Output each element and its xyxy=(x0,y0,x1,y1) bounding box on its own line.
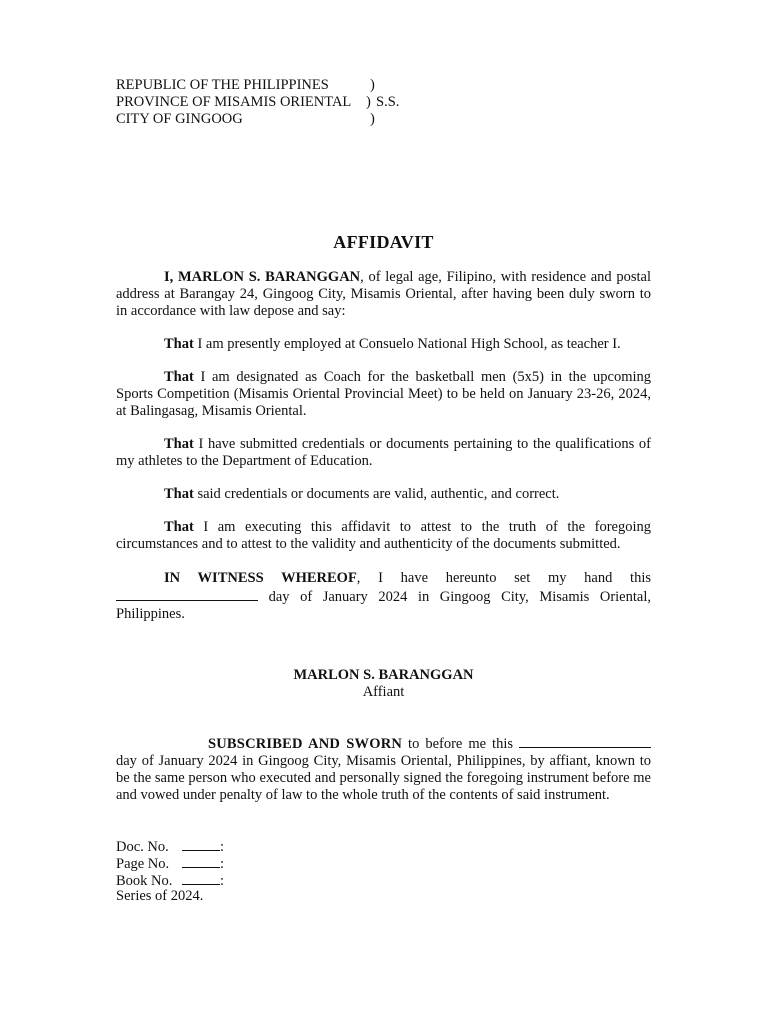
statement-text: I am designated as Coach for the basketball men (5x5) in the upcoming Sports Competition (Misamis Oriental Provincial Meet) to be held on January 23-26, 2024, at Balingasag, Misamis Oriental. xyxy=(116,369,651,419)
witness-paragraph xyxy=(116,570,651,623)
venue-province-text: PROVINCE OF MISAMIS ORIENTAL xyxy=(116,94,352,110)
statement-lead: That xyxy=(164,336,194,352)
jurat-text-2: day of January 2024 in Gingoog City, Misamis Oriental, Philippines, by affiant, known to be the same person who executed and personally signed the foregoing instrument before me and vowed under penalty of law to the whole truth of the contents of said instrument. xyxy=(116,753,651,803)
intro-prefix: I, xyxy=(164,269,178,285)
signature-name: MARLON S. BARANGGAN xyxy=(293,667,474,683)
statement-lead: That xyxy=(164,519,194,535)
venue-paren: ) xyxy=(366,94,371,110)
book-no-colon: : xyxy=(220,873,225,889)
venue-paren: ) xyxy=(370,77,375,93)
statement-text: I am presently employed at Consuelo National High School, as teacher I. xyxy=(193,336,621,352)
doc-no-blank xyxy=(182,837,220,851)
signature-block xyxy=(116,667,651,701)
venue-republic-text: REPUBLIC OF THE PHILIPPINES xyxy=(116,77,329,93)
statement-paragraph xyxy=(116,436,651,470)
witness-text-1: , I have hereunto set my hand this xyxy=(356,570,651,586)
statement-lead: That xyxy=(164,486,194,502)
statement-text: I have submitted credentials or documents pertaining to the qualifications of my athletes to the Department of Education. xyxy=(116,436,651,469)
witness-text-2: day of January 2024 in Gingoog City, Misamis Oriental, Philippines. xyxy=(116,589,651,622)
statement-paragraph xyxy=(116,486,651,503)
document-title: AFFIDAVIT xyxy=(333,232,434,252)
intro-text: , of legal age, Filipino, with residence and postal address at Barangay 24, Gingoog City, Misamis Oriental, after having been duly sworn to in accordance with law depose and say: xyxy=(116,269,651,319)
series-line: Series of 2024. xyxy=(116,888,204,904)
book-no-blank xyxy=(182,871,220,885)
page-no-colon: : xyxy=(220,856,225,872)
doc-no-colon: : xyxy=(220,839,225,855)
page-no-label: Page No. xyxy=(116,856,170,872)
affiant-name: MARLON S. BARANGGAN xyxy=(177,269,361,285)
doc-no-line xyxy=(116,837,651,854)
signature-role: Affiant xyxy=(362,684,405,700)
statement-text: said credentials or documents are valid, authentic, and correct. xyxy=(193,486,560,502)
statement-lead: That xyxy=(164,369,194,385)
page-no-blank xyxy=(182,854,220,868)
venue-paren: ) xyxy=(370,111,375,127)
doc-no-label: Doc. No. xyxy=(116,839,169,855)
venue-line-republic xyxy=(116,77,651,94)
notarial-reference xyxy=(116,837,651,905)
witness-lead: IN WITNESS WHEREOF xyxy=(164,570,357,586)
statement-text: I am executing this affidavit to attest to the truth of the foregoing circumstances and to attest to the validity and authenticity of the documents submitted. xyxy=(116,519,651,552)
statement-paragraph xyxy=(116,519,651,553)
statement-paragraph xyxy=(116,369,651,420)
venue-city-text: CITY OF GINGOOG xyxy=(116,111,243,127)
book-no-label: Book No. xyxy=(116,873,173,889)
jurat-paragraph xyxy=(116,734,651,804)
venue-ss: S.S. xyxy=(376,94,400,110)
intro-paragraph xyxy=(116,269,651,320)
book-no-line xyxy=(116,871,651,888)
venue-line-province xyxy=(116,94,651,111)
jurat-lead: SUBSCRIBED AND SWORN xyxy=(208,736,403,752)
venue-line-city xyxy=(116,111,651,128)
page-no-line xyxy=(116,854,651,871)
statement-paragraph xyxy=(116,336,651,353)
venue-block xyxy=(116,77,651,128)
statement-lead: That xyxy=(164,436,194,452)
affidavit-page xyxy=(116,77,651,905)
date-blank xyxy=(116,587,258,601)
date-blank xyxy=(519,734,651,748)
jurat-text-1: to before me this xyxy=(402,736,519,752)
